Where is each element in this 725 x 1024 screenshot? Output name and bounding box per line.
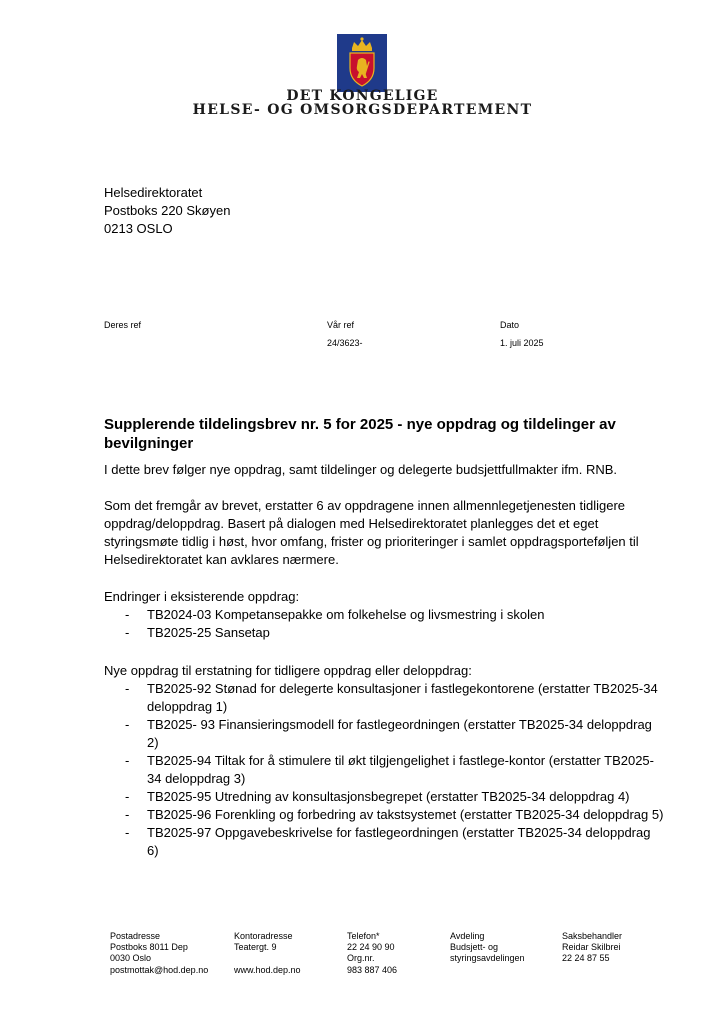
- footer-postadresse-line: 0030 Oslo: [110, 953, 152, 964]
- footer-saksbehandler: [562, 931, 622, 976]
- body-paragraph: Som det fremgår av brevet, erstatter 6 av oppdragene innen allmennlegetjenesten tidligere oppdrag/deloppdrag. Basert på dialogen med Helsedirektoratet planlegges det et eget styringsmøte tidlig i høst, hvor omfang, frister og prioriteringer i samlet oppdragsporteføljen til Helsedirektoratet kan avklares nærmere.: [104, 498, 639, 567]
- footer-avdeling-line: [450, 965, 525, 976]
- list-item-text: TB2025-94 Tiltak for å stimulere til økt tilgjengelighet i fastlege-kontor (erstatter TB2025-34 deloppdrag 3): [147, 753, 654, 786]
- var-ref-label: Vår ref: [327, 320, 355, 330]
- dash-bullet: -: [125, 825, 130, 840]
- ministry-name-line1: DET KONGELIGE: [286, 88, 439, 104]
- footer-avdeling-line: Budsjett- og: [450, 942, 499, 953]
- dash-bullet: -: [125, 625, 130, 640]
- footer-saksbehandler-phone: 22 24 87 55: [562, 953, 610, 964]
- footer-kontoradresse-line: [234, 953, 301, 964]
- new-assignments-list: [104, 680, 664, 860]
- changes-list: [104, 606, 664, 642]
- coat-of-arms-icon: [337, 34, 387, 92]
- var-ref-value: 24/3623-: [327, 338, 363, 348]
- list-item: [104, 824, 664, 860]
- footer-saksbehandler-name: Reidar Skilbrei: [562, 942, 621, 953]
- dato-value: 1. juli 2025: [500, 338, 544, 348]
- deres-ref-label: Deres ref: [104, 320, 142, 330]
- footer-avdeling-heading: Avdeling: [450, 931, 485, 941]
- dash-bullet: -: [125, 607, 130, 622]
- list-item-text: TB2025-95 Utredning av konsultasjonsbegrepet (erstatter TB2025-34 deloppdrag 4): [147, 789, 630, 804]
- dash-bullet: -: [125, 789, 130, 804]
- new-assignments-heading: Nye oppdrag til erstatning for tidligere oppdrag eller deloppdrag:: [104, 663, 472, 678]
- footer-telefon-heading: Telefon*: [347, 931, 380, 941]
- footer-postadresse-line: Postboks 8011 Dep: [110, 942, 188, 953]
- changes-section: [104, 588, 664, 642]
- list-item: [104, 716, 664, 752]
- list-item: [104, 606, 664, 624]
- footer-postadresse: [110, 931, 208, 976]
- footer-avdeling-line: styringsavdelingen: [450, 953, 525, 964]
- list-item: [104, 788, 664, 806]
- list-item-text: TB2024-03 Kompetansepakke om folkehelse og livsmestring i skolen: [147, 607, 545, 622]
- recipient-postal: 0213 OSLO: [104, 221, 173, 236]
- recipient-address: Postboks 220 Skøyen: [104, 203, 231, 218]
- list-item-text: TB2025-96 Forenkling og forbedring av takstsystemet (erstatter TB2025-34 deloppdrag 5): [147, 807, 664, 822]
- dato-label: Dato: [500, 320, 520, 330]
- footer-postadresse-heading: Postadresse: [110, 931, 161, 941]
- list-item: [104, 680, 664, 716]
- list-item-text: TB2025-92 Stønad for delegerte konsultasjoner i fastlegekontorene (erstatter TB2025-34 deloppdrag 1): [147, 681, 658, 714]
- footer-telefon-line: 22 24 90 90: [347, 942, 395, 953]
- list-item-text: TB2025-97 Oppgavebeskrivelse for fastlegeordningen (erstatter TB2025-34 deloppdrag 6): [147, 825, 651, 858]
- footer-orgnr-label: Org.nr.: [347, 953, 375, 964]
- footer-orgnr-value: 983 887 406: [347, 964, 398, 975]
- changes-heading: Endringer i eksisterende oppdrag:: [104, 589, 300, 604]
- footer-kontoradresse-heading: Kontoradresse: [234, 931, 293, 941]
- list-item-text: TB2025-25 Sansetap: [147, 625, 270, 640]
- footer-saksbehandler-line: [562, 965, 622, 976]
- list-item: [104, 624, 664, 642]
- footer-kontoradresse-line: Teatergt. 9: [234, 942, 277, 953]
- dash-bullet: -: [125, 807, 130, 822]
- intro-paragraph: I dette brev følger nye oppdrag, samt tildelinger og delegerte budsjettfullmakter ifm. RNB.: [104, 462, 618, 477]
- footer-kontoradresse: [234, 931, 301, 976]
- footer-saksbehandler-heading: Saksbehandler: [562, 931, 623, 941]
- recipient-name: Helsedirektoratet: [104, 185, 203, 200]
- footer-telefon: [347, 931, 397, 976]
- list-item: [104, 752, 664, 788]
- new-assignments-section: [104, 662, 664, 860]
- ministry-name-line2: HELSE- OG OMSORGSDEPARTEMENT: [192, 102, 533, 118]
- dash-bullet: -: [125, 717, 130, 732]
- footer-avdeling: [450, 931, 525, 976]
- list-item-text: TB2025- 93 Finansieringsmodell for fastlegeordningen (erstatter TB2025-34 deloppdrag 2): [147, 717, 652, 750]
- dash-bullet: -: [125, 681, 130, 696]
- footer-website-link[interactable]: www.hod.dep.no: [234, 964, 301, 975]
- letter-subject: Supplerende tildelingsbrev nr. 5 for 2025 - nye oppdrag og tildelinger av bevilgninger: [104, 416, 616, 452]
- list-item: [104, 806, 664, 824]
- dash-bullet: -: [125, 753, 130, 768]
- footer-email-link[interactable]: postmottak@hod.dep.no: [110, 964, 209, 975]
